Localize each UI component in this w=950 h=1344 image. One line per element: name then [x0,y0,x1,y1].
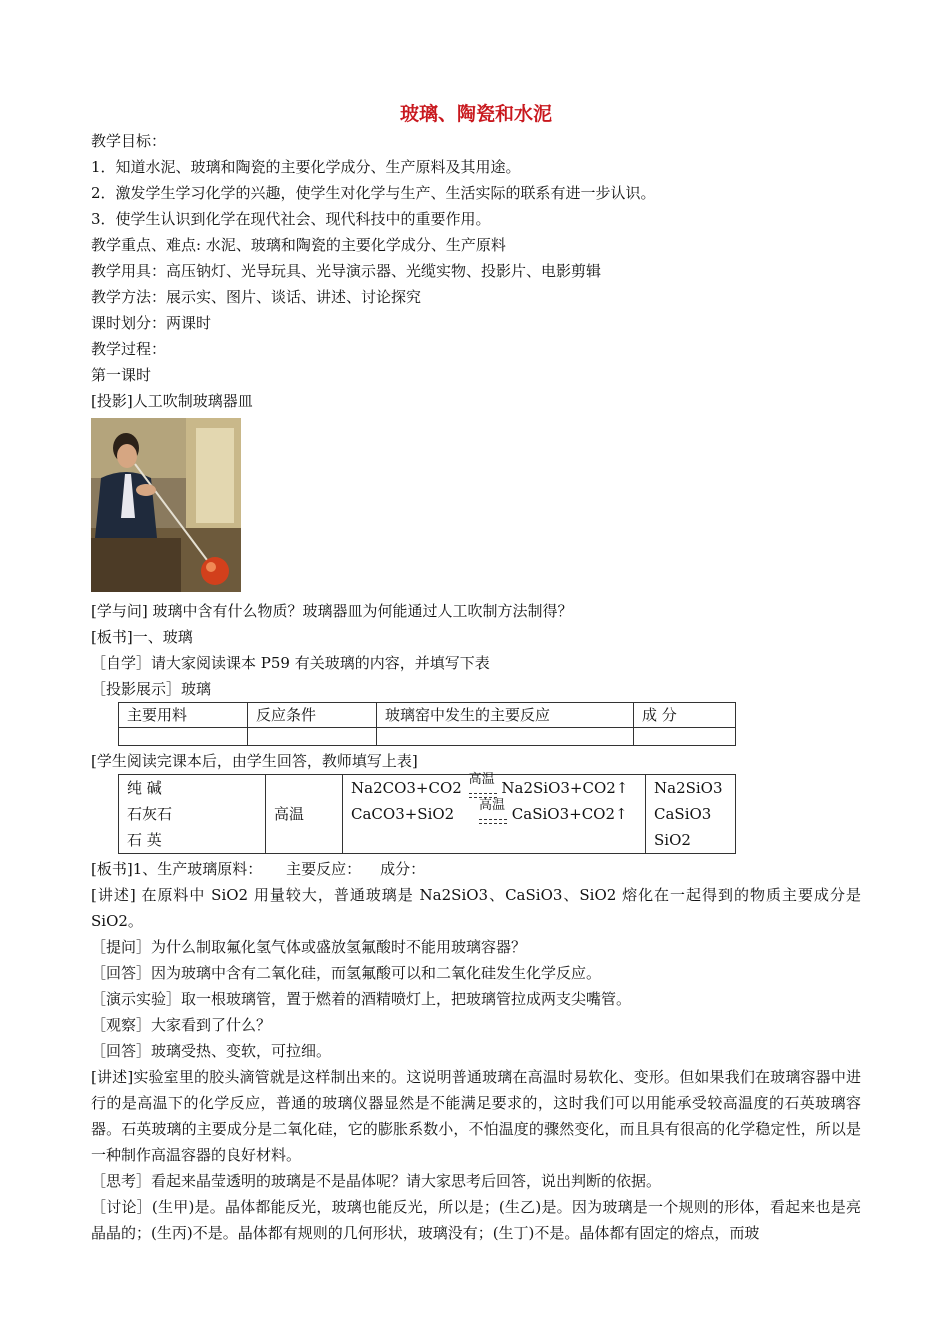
text-line: 教学方法：展示实、图片、谈话、讲述、讨论探究 [91,288,422,306]
reaction-condition: 高温 [479,798,506,813]
text-line: ［自学］请大家阅读课本 P59 有关玻璃的内容，并填写下表 [91,654,490,672]
text-line: [投影]人工吹制玻璃器皿 [91,392,253,410]
component-item: Na2SiO3 [654,779,723,797]
table-header-row [119,703,736,728]
component-item: SiO2 [654,831,691,849]
reaction-arrow [477,798,507,827]
text-line: 教学用具：高压钠灯、光导玩具、光导演示器、光缆实物、投影片、电影剪辑 [91,262,602,280]
condition-cell: 高温 [266,775,343,854]
material-item: 纯 碱 [127,779,162,797]
text-line: ［思考］看起来晶莹透明的玻璃是不是晶体呢？请大家思考后回答，说出判断的依据。 [91,1172,662,1190]
text-line: 教学过程： [91,340,167,358]
qa-section [91,934,861,1064]
material-item: 石灰石 [127,805,173,823]
text-line: ［投影展示］玻璃 [91,680,212,698]
text-line: ［提问］为什么制取氟化氢气体或盛放氢氟酸时不能用玻璃容器？ [91,938,527,956]
glassblowing-photo [91,418,241,592]
intro-section [91,128,861,414]
text-line: 教学重点、难点: 水泥、玻璃和陶瓷的主要化学成分、生产原料 [91,236,506,254]
blank-glass-table [118,702,736,746]
text-line: 1．知道水泥、玻璃和陶瓷的主要化学成分、生产原料及其用途。 [91,158,521,176]
text-line: 第一课时 [91,366,152,384]
question-section [91,598,861,702]
filled-glass-table [118,774,736,854]
paragraph: [讲述] 在原料中 SiO2 用量较大，普通玻璃是 Na2SiO3、CaSiO3、SiO2 熔化在一起得到的物质主要成分是 SiO2。 [91,886,861,930]
document-title: 玻璃、陶瓷和水泥 [399,103,552,125]
paragraph: ［讨论］(生甲)是。晶体都能反光，玻璃也能反光，所以是；(生乙)是。因为玻璃是一个规则的形体，看起来也是亮晶晶的；(生丙)不是。晶体都有规则的几何形状，玻璃没有；(生丁)不是。晶体都有固定的熔点，而玻 [91,1198,861,1242]
table-header-cell: 成 分 [634,703,736,728]
text-line: ［回答］因为玻璃中含有二氧化硅，而氢氟酸可以和二氧化硅发生化学反应。 [91,964,602,982]
text-line: [学与问] 玻璃中含有什么物质？玻璃器皿为何能通过人工吹制方法制得？ [91,602,573,620]
table-cell [119,728,248,746]
text-line: [板书]一、玻璃 [91,628,193,646]
text-line: [学生阅读完课本后，由学生回答，教师填写上表] [91,752,418,770]
document-page [91,100,861,1246]
text-line: [板书]1、生产玻璃原料： 主要反应： 成分： [91,860,426,878]
reactants: Na2CO3+CO2 [351,779,462,797]
table-row [119,728,736,746]
material-item: 石 英 [127,831,162,849]
reactions-cell [343,772,646,854]
text-line: 课时划分：两课时 [91,314,212,332]
components-cell [646,775,736,854]
text-line: ［回答］玻璃受热、变软，可拉细。 [91,1042,332,1060]
text-line: ［演示实验］取一根玻璃管，置于燃着的酒精喷灯上，把玻璃管拉成两支尖嘴管。 [91,990,632,1008]
reaction-condition: 高温 [468,772,495,787]
products: CaSiO3+CO2↑ [511,805,628,823]
table-header-cell: 玻璃窑中发生的主要反应 [377,703,634,728]
table-cell [377,728,634,746]
table-cell [634,728,736,746]
table-header-cell: 主要用料 [119,703,248,728]
component-item: CaSiO3 [654,805,712,823]
table-header-cell: 反应条件 [248,703,377,728]
text-line: 教学目标： [91,132,167,150]
table-row [119,775,736,854]
text-line: 3．使学生认识到化学在现代社会、现代科技中的重要作用。 [91,210,491,228]
table-cell [248,728,377,746]
text-line: ［观察］大家看到了什么？ [91,1016,272,1034]
reactants: CaCO3+SiO2 [351,805,455,823]
materials-cell [119,775,266,854]
text-line: 2．激发学生学习化学的兴趣，使学生对化学与生产、生活实际的联系有进一步认识。 [91,184,656,202]
products: Na2SiO3+CO2↑ [501,779,629,797]
paragraph: [讲述]实验室里的胶头滴管就是这样制出来的。这说明普通玻璃在高温时易软化、变形。但如果我们在玻璃容器中进行的是高温下的化学反应，普通的玻璃仪器显然是不能满足要求的，这时我们可以用能承受较高温度的石英玻璃容器。石英玻璃的主要成分是二氧化硅，它的膨胀系数小，不怕温度的骤然变化，而且具有很高的化学稳定性，所以是一种制作高温容器的良好材料。 [91,1068,861,1164]
reaction-equation [351,798,637,827]
